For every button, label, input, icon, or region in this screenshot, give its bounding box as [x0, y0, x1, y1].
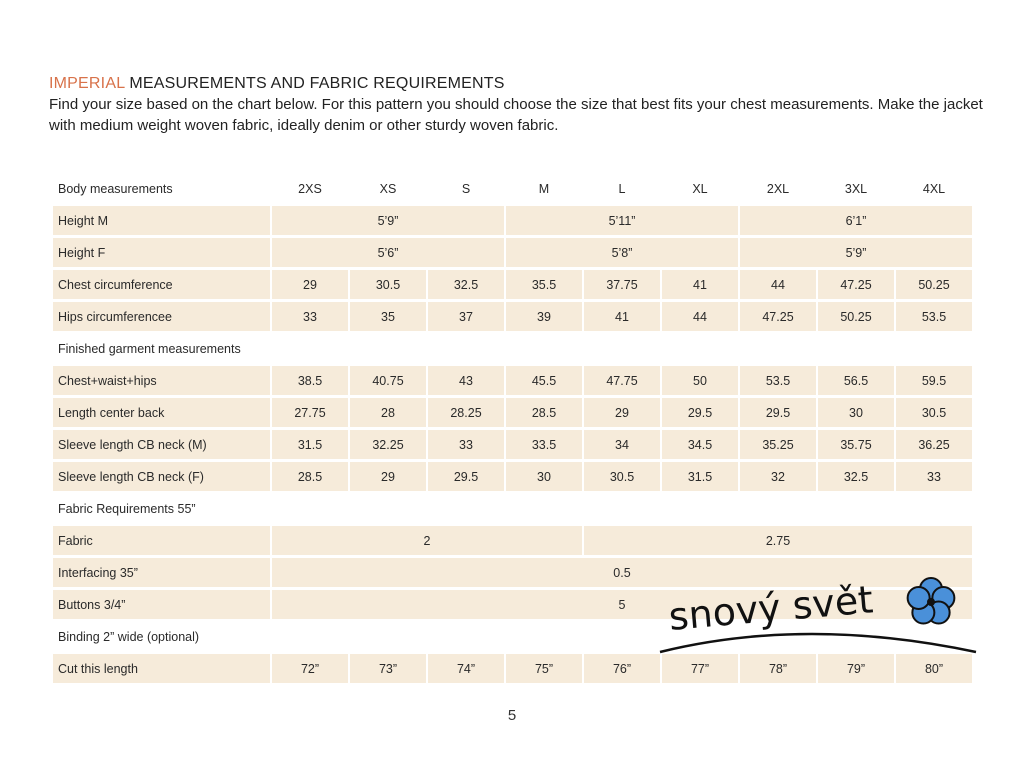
group-value-cell: 5’11” [506, 206, 738, 235]
value-cell: 33 [428, 430, 504, 459]
group-value-cell: 5’9” [272, 206, 504, 235]
value-cell: 33 [272, 302, 348, 331]
row-label: Buttons 3/4” [53, 590, 270, 619]
value-cell: 47.25 [818, 270, 894, 299]
group-value-cell: 5’8” [506, 238, 738, 267]
row-label: Length center back [53, 398, 270, 427]
size-header: 2XS [298, 181, 322, 196]
value-cell: 50.25 [818, 302, 894, 331]
value-cell: 45.5 [506, 366, 582, 395]
value-cell: 35.25 [740, 430, 816, 459]
value-cell: 32.5 [428, 270, 504, 299]
value-cell: 33 [896, 462, 972, 491]
value-cell: 31.5 [272, 430, 348, 459]
value-cell: 32.25 [350, 430, 426, 459]
value-cell: 38.5 [272, 366, 348, 395]
value-cell: 36.25 [896, 430, 972, 459]
value-cell: 35.5 [506, 270, 582, 299]
value-cell: 73” [350, 654, 426, 683]
value-cell: 37 [428, 302, 504, 331]
value-cell: 27.75 [272, 398, 348, 427]
snovy-svet-logo [656, 568, 986, 660]
value-cell: 79” [818, 654, 894, 683]
value-cell: 50.25 [896, 270, 972, 299]
page-header [49, 74, 989, 136]
group-value-cell: 2 [272, 526, 582, 555]
value-cell: 32.5 [818, 462, 894, 491]
value-cell: 31.5 [662, 462, 738, 491]
value-cell: 29.5 [428, 462, 504, 491]
page-title [49, 74, 989, 94]
value-cell: 47.75 [584, 366, 660, 395]
row-label: Sleeve length CB neck (M) [53, 430, 270, 459]
value-cell: 37.75 [584, 270, 660, 299]
value-cell: 28.25 [428, 398, 504, 427]
value-cell: 29 [272, 270, 348, 299]
intro-text: Find your size based on the chart below. For this pattern you should choose the size that best fits your chest measurements. Make the jacket with medium weight woven fabric, ideally denim or other sturdy woven fabric. [49, 96, 983, 134]
value-cell: 75” [506, 654, 582, 683]
row-label: Fabric [53, 526, 270, 555]
group-value-cell: 2.75 [584, 526, 972, 555]
group-value-cell: 5’6” [272, 238, 504, 267]
value-cell: 53.5 [896, 302, 972, 331]
flower-icon [908, 578, 955, 624]
value-cell: 41 [584, 302, 660, 331]
size-header: 2XL [766, 181, 790, 196]
size-header: M [538, 181, 550, 196]
row-label: Chest circumference [53, 270, 270, 299]
value-cell: 28 [350, 398, 426, 427]
value-cell: 30 [506, 462, 582, 491]
title-accent: IMPERIAL [49, 75, 125, 92]
value-cell: 28.5 [272, 462, 348, 491]
value-cell: 29 [350, 462, 426, 491]
value-cell: 53.5 [740, 366, 816, 395]
row-label: Hips circumferencee [53, 302, 270, 331]
value-cell: 35 [350, 302, 426, 331]
value-cell: 29.5 [662, 398, 738, 427]
value-cell: 34 [584, 430, 660, 459]
value-cell: 33.5 [506, 430, 582, 459]
value-cell: 56.5 [818, 366, 894, 395]
logo-text: snový svět [666, 577, 875, 639]
header-label: Body measurements [58, 181, 173, 196]
size-header: 3XL [844, 181, 868, 196]
value-cell: 29.5 [740, 398, 816, 427]
size-header: S [461, 181, 471, 196]
value-cell: 28.5 [506, 398, 582, 427]
value-cell: 35.75 [818, 430, 894, 459]
value-cell: 30.5 [584, 462, 660, 491]
value-cell: 80” [896, 654, 972, 683]
value-cell: 32 [740, 462, 816, 491]
title-rest: MEASUREMENTS AND FABRIC REQUIREMENTS [124, 75, 505, 92]
row-label: Height M [53, 206, 270, 235]
row-label: Height F [53, 238, 270, 267]
size-header: XS [379, 181, 397, 196]
section-heading: Finished garment measurements [58, 341, 241, 356]
value-cell: 78” [740, 654, 816, 683]
value-cell: 30.5 [896, 398, 972, 427]
size-header: 4XL [922, 181, 946, 196]
value-cell: 41 [662, 270, 738, 299]
group-value-cell: 6’1” [740, 206, 972, 235]
flower-petal [908, 587, 930, 609]
value-cell: 29 [584, 398, 660, 427]
row-label: Sleeve length CB neck (F) [53, 462, 270, 491]
value-cell: 76” [584, 654, 660, 683]
value-cell: 47.25 [740, 302, 816, 331]
value-cell: 34.5 [662, 430, 738, 459]
size-header: L [618, 181, 626, 196]
row-label: Chest+waist+hips [53, 366, 270, 395]
page-number: 5 [507, 707, 517, 724]
value-cell: 59.5 [896, 366, 972, 395]
group-value-cell: 5’9” [740, 238, 972, 267]
section-heading: Binding 2” wide (optional) [58, 629, 200, 644]
value-cell: 44 [740, 270, 816, 299]
value-cell: 74” [428, 654, 504, 683]
section-heading: Fabric Requirements 55” [58, 501, 196, 516]
logo-swoosh [660, 634, 976, 652]
value-cell: 30.5 [350, 270, 426, 299]
size-header: XL [692, 181, 708, 196]
value-cell: 40.75 [350, 366, 426, 395]
all-sizes-value-cell: 5 [272, 590, 972, 619]
value-cell: 50 [662, 366, 738, 395]
value-cell: 72” [272, 654, 348, 683]
value-cell: 43 [428, 366, 504, 395]
value-cell: 39 [506, 302, 582, 331]
value-cell: 30 [818, 398, 894, 427]
row-label: Cut this length [53, 654, 270, 683]
value-cell: 77” [662, 654, 738, 683]
value-cell: 44 [662, 302, 738, 331]
all-sizes-value-cell: 0.5 [272, 558, 972, 587]
row-label: Interfacing 35” [53, 558, 270, 587]
